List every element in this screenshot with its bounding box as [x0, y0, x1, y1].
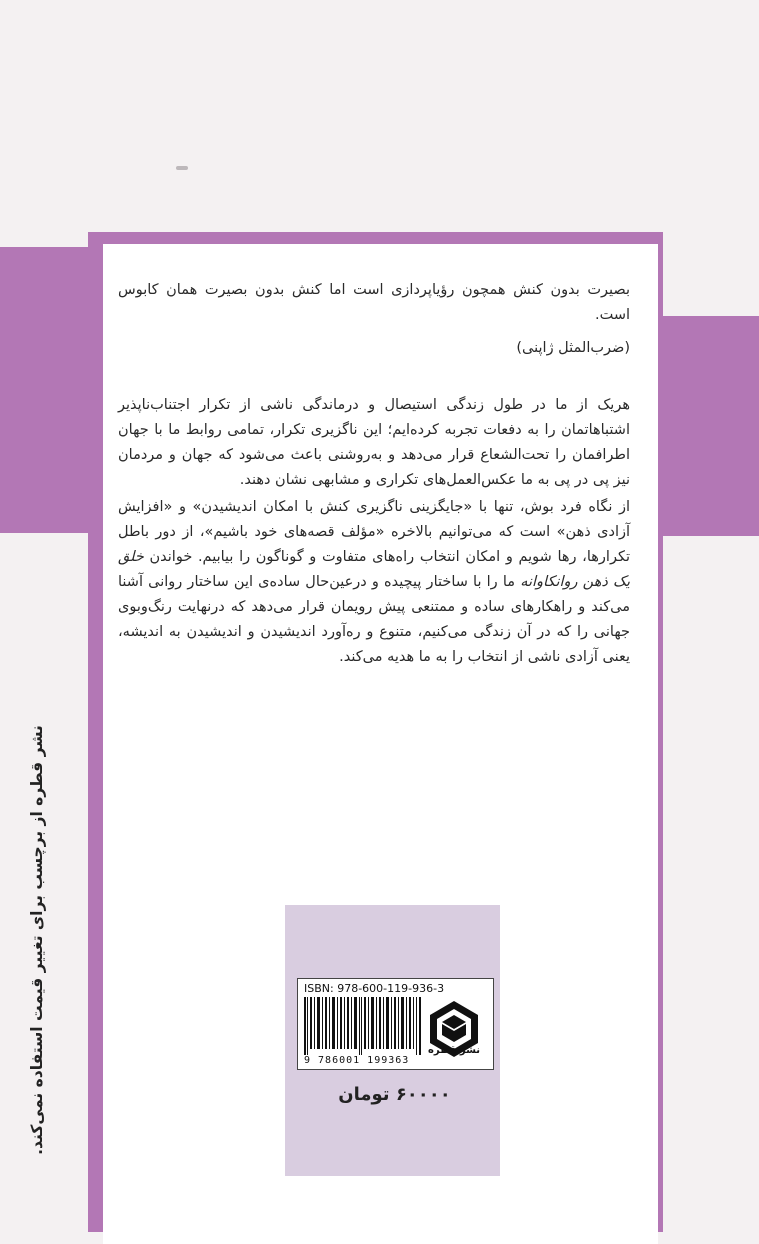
body-paragraph-2-start: از نگاه فرد بوش، تنها با «جایگزینی ناگزیری کنش با امکان اندیشیدن» و «افزایش آزادی ذهن» است که می‌توانیم بالاخره «مؤلف قصه‌های خود باشیم»، از دور باطل تکرارها، رها شویم و امکان انتخاب راه‌های متفاوت و گوناگون را بیابیم. خواندن: [118, 499, 630, 565]
epigraph-quote: بصیرت بدون کنش همچون رؤیاپردازی است اما کنش بدون بصیرت همان کابوس است.: [118, 282, 630, 323]
body-paragraph-2-end: ما را با ساختار پیچیده و درعین‌حال ساده‌ی این ساختار روانی آشنا می‌کند و راهکارهای ساده و ممتنعی پیش رویمان قرار می‌دهد که درنهایت رنگ‌وبوی جهانی را که در آن زندگی می‌کنیم، متنوع و ره‌آورد اندیشیدن و اندیشیدن به اندیشه، یعنی آزادی ناشی از انتخاب را به ما هدیه می‌کند.: [118, 574, 630, 665]
accent-band-right: [658, 316, 759, 536]
back-cover-text: [118, 278, 630, 670]
barcode-icon: [304, 997, 422, 1055]
publisher-name: نشر قطره: [427, 1045, 481, 1056]
accent-band-left: [0, 247, 100, 533]
barcode-box: [297, 978, 494, 1070]
barcode-number: 9 786001 199363: [304, 1055, 410, 1066]
body-paragraph-1: هریک از ما در طول زندگی استیصال و درماندگی ناشی از تکرار اجتناب‌ناپذیر اشتباهاتمان را به دفعات تجربه کرده‌ایم؛ این ناگزیری تکرار، تمامی روابط ما با جهان اطرافمان را تحت‌الشعاع قرار می‌دهد و به‌روشنی باعث می‌شود که جهان و مردمان نیز پی‌ در پی به ما عکس‌العمل‌های تکراری و مشابهی نشان دهند.: [118, 397, 630, 488]
book-title-inline: خلق یک ذهن روانکاوانه: [118, 549, 630, 590]
cover-mark: [176, 166, 188, 170]
isbn-label: ISBN: 978-600-119-936-3: [304, 982, 445, 995]
side-note: نشر قطره از برچسب برای تغییر قیمت استفاده نمی‌کند.: [28, 725, 46, 1155]
body-paragraph-2: [118, 495, 630, 670]
price-label: ۶۰۰۰۰ تومان: [338, 1084, 451, 1105]
epigraph-attribution: (ضرب‌المثل ژاپنی): [516, 340, 630, 356]
